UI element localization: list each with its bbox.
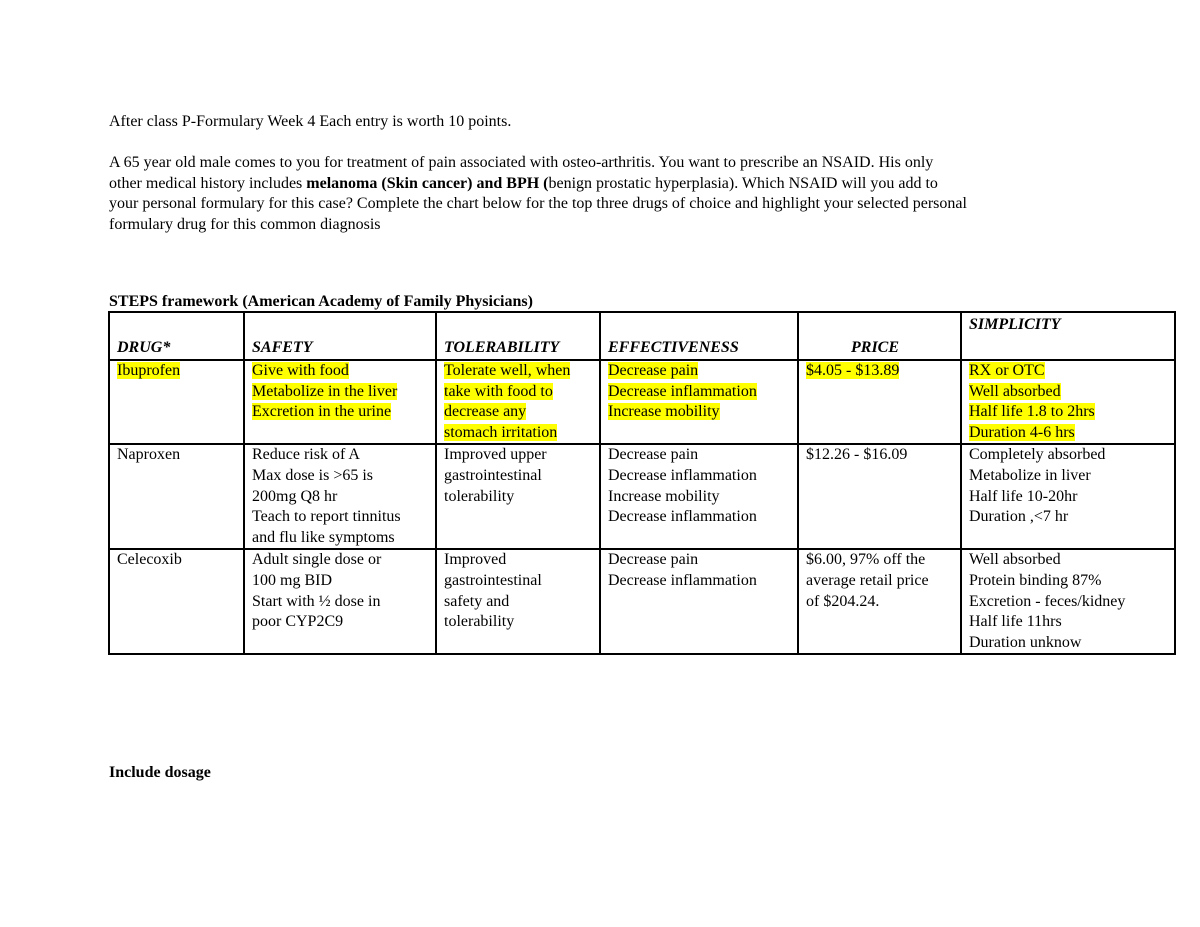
highlighted-text: Well absorbed	[969, 382, 1061, 400]
cell-line: poor CYP2C9	[252, 613, 344, 631]
cell-line: tolerability	[444, 613, 515, 631]
cell-line: Well absorbed	[969, 551, 1061, 569]
cell-line: Duration ,<7 hr	[969, 508, 1069, 526]
cell-drug	[109, 360, 244, 444]
cell-line: Duration unknow	[969, 633, 1082, 651]
cell-line	[969, 402, 1168, 423]
cell-price	[798, 444, 961, 549]
highlighted-text: Give with food	[252, 362, 349, 379]
cell-line	[252, 361, 429, 382]
highlighted-text: Ibuprofen	[117, 362, 181, 379]
prompt-line-2-c: benign prostatic hyperplasia). Which NSAID will you add to	[548, 174, 938, 192]
cell-line: Decrease pain	[608, 446, 699, 464]
cell-effectiveness	[600, 444, 798, 549]
highlighted-text: take with food to	[444, 382, 553, 400]
cell-safety	[244, 360, 436, 444]
cell-line: and flu like symptoms	[252, 528, 395, 546]
cell-line	[608, 402, 791, 423]
cell-line: Increase mobility	[608, 487, 720, 505]
include-dosage-note: Include dosage	[109, 764, 211, 781]
cell-line: Decrease pain	[608, 551, 699, 569]
header-safety: SAFETY	[244, 312, 436, 360]
highlighted-text: Half life 1.8 to 2hrs	[969, 403, 1095, 421]
framework-heading: STEPS framework (American Academy of Family Physicians)	[109, 293, 533, 310]
cell-line: Decrease inflammation	[608, 571, 757, 589]
header-simplicity: SIMPLICITY	[961, 312, 1175, 360]
cell-line: Celecoxib	[117, 551, 182, 569]
cell-line: Start with ½ dose in	[252, 592, 381, 610]
cell-line: Decrease inflammation	[608, 508, 757, 526]
cell-line	[969, 382, 1168, 403]
prompt-line-1: A 65 year old male comes to you for treatment of pain associated with osteo-arthritis. You want to prescribe an NSAID. His only	[109, 154, 934, 171]
cell-safety	[244, 444, 436, 549]
cell-effectiveness	[600, 549, 798, 654]
cell-line: Teach to report tinnitus	[252, 508, 401, 526]
cell-line	[969, 361, 1168, 382]
cell-line: Naproxen	[117, 446, 181, 464]
page-title: After class P-Formulary Week 4 Each entry is worth 10 points.	[109, 113, 512, 130]
cell-line: Max dose is >65 is	[252, 466, 374, 484]
cell-line: gastrointestinal	[444, 571, 542, 589]
cell-simplicity	[961, 549, 1175, 654]
prompt-line-2-a: other medical history includes	[109, 174, 307, 192]
cell-line: 100 mg BID	[252, 571, 332, 589]
cell-safety	[244, 549, 436, 654]
cell-line: Adult single dose or	[252, 551, 382, 569]
table-header-row	[109, 312, 1175, 360]
cell-drug	[109, 444, 244, 549]
cell-line: gastrointestinal	[444, 466, 542, 484]
cell-line: Excretion - feces/kidney	[969, 592, 1126, 610]
cell-line: Metabolize in liver	[969, 466, 1091, 484]
highlighted-text: Decrease pain	[608, 362, 699, 379]
case-prompt	[109, 153, 1109, 235]
cell-line	[444, 361, 593, 382]
cell-line: Reduce risk of A	[252, 446, 360, 464]
steps-table	[108, 311, 1176, 655]
cell-line: $12.26 - $16.09	[806, 446, 908, 464]
highlighted-text: stomach irritation	[444, 423, 558, 441]
header-price: PRICE	[798, 312, 961, 360]
highlighted-text: Decrease inflammation	[608, 382, 757, 400]
cell-line: Protein binding 87%	[969, 571, 1102, 589]
header-effectiveness: EFFECTIVENESS	[600, 312, 798, 360]
cell-effectiveness	[600, 360, 798, 444]
cell-line: Completely absorbed	[969, 446, 1106, 464]
cell-price	[798, 549, 961, 654]
table-row	[109, 360, 1175, 444]
cell-line: of $204.24.	[806, 592, 880, 610]
cell-tolerability	[436, 360, 600, 444]
cell-line: $6.00, 97% off the	[806, 551, 926, 569]
cell-line	[444, 423, 593, 444]
cell-price	[798, 360, 961, 444]
highlighted-text: decrease any	[444, 403, 527, 421]
cell-tolerability	[436, 444, 600, 549]
highlighted-text: Excretion in the urine	[252, 403, 392, 421]
header-tolerability: TOLERABILITY	[436, 312, 600, 360]
cell-line	[117, 361, 237, 382]
highlighted-text: RX or OTC	[969, 362, 1045, 379]
cell-line: tolerability	[444, 487, 515, 505]
cell-line	[608, 361, 791, 382]
highlighted-text: $4.05 - $13.89	[806, 362, 900, 379]
cell-line	[608, 382, 791, 403]
cell-simplicity	[961, 360, 1175, 444]
cell-line	[444, 402, 593, 423]
prompt-line-4: formulary drug for this common diagnosis	[109, 215, 381, 233]
highlighted-text: Duration 4-6 hrs	[969, 423, 1075, 441]
table-row	[109, 549, 1175, 654]
cell-line	[252, 382, 429, 403]
cell-tolerability	[436, 549, 600, 654]
cell-line	[806, 361, 954, 382]
cell-line	[444, 382, 593, 403]
cell-line: safety and	[444, 592, 510, 610]
cell-line	[252, 402, 429, 423]
header-drug: DRUG*	[109, 312, 244, 360]
cell-drug	[109, 549, 244, 654]
cell-line: Improved	[444, 551, 507, 569]
table-row	[109, 444, 1175, 549]
cell-line: average retail price	[806, 571, 929, 589]
cell-line: Improved upper	[444, 446, 547, 464]
cell-line: Half life 10-20hr	[969, 487, 1078, 505]
prompt-line-3: your personal formulary for this case? Complete the chart below for the top three drugs of choice and highlight your selected personal	[109, 195, 967, 213]
prompt-line-2-bold: melanoma (Skin cancer) and BPH (	[306, 174, 549, 192]
highlighted-text: Increase mobility	[608, 403, 720, 421]
cell-line: Decrease inflammation	[608, 466, 757, 484]
cell-simplicity	[961, 444, 1175, 549]
cell-line: Half life 11hrs	[969, 613, 1062, 631]
highlighted-text: Metabolize in the liver	[252, 382, 398, 400]
highlighted-text: Tolerate well, when	[444, 362, 571, 379]
cell-line	[969, 423, 1168, 444]
prompt-line-2	[109, 174, 1109, 195]
cell-line: 200mg Q8 hr	[252, 487, 338, 505]
